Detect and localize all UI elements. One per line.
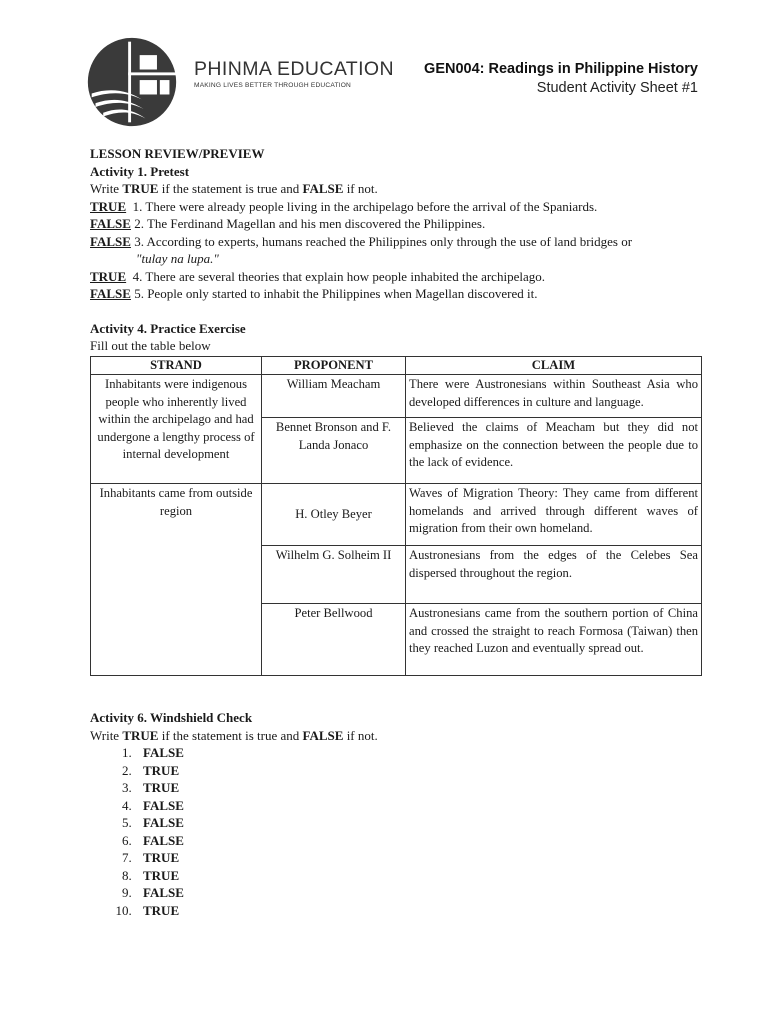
answer-item: 6. FALSE <box>135 832 705 850</box>
activity4-instruction: Fill out the table below <box>90 338 211 353</box>
pretest-answer: FALSE <box>90 216 131 231</box>
proponent-cell: William Meacham <box>262 375 406 418</box>
pretest-item: FALSE 3. According to experts, humans reached the Philippines only through the use of land bridges or <box>90 233 633 249</box>
answer-item: 7. TRUE <box>135 849 705 867</box>
activity6-title: Activity 6. Windshield Check <box>90 710 253 725</box>
answer-item: 1. FALSE <box>135 744 705 762</box>
answer-item: 4. FALSE <box>135 797 705 815</box>
strand-cell: Inhabitants came from outside region <box>91 484 262 676</box>
answer-item: 10. TRUE <box>135 902 705 920</box>
pretest-answer: FALSE <box>90 233 131 249</box>
answer-item: 9. FALSE <box>135 884 705 902</box>
pretest-answer: TRUE <box>90 198 127 214</box>
pretest-item: TRUE 4. There are several theories that explain how people inhabited the archipelago. <box>90 268 545 284</box>
pretest-item: FALSE 2. The Ferdinand Magellan and his men discovered the Philippines. <box>90 216 486 231</box>
phinma-logo-icon <box>84 34 180 130</box>
theories-table <box>90 356 702 677</box>
table-row <box>91 375 702 418</box>
document-title <box>424 60 698 98</box>
proponent-cell: Bennet Bronson and F. Landa Jonaco <box>262 418 406 484</box>
proponent-cell: Peter Bellwood <box>262 604 406 676</box>
answer-item: 2. TRUE <box>135 762 705 780</box>
pretest-item: FALSE 5. People only started to inhabit the Philippines when Magellan discovered it. <box>90 286 538 301</box>
answer-item: 8. TRUE <box>135 867 705 885</box>
table-row <box>91 484 702 546</box>
claim-cell: Austronesians from the edges of the Celebes Sea dispersed throughout the region. <box>406 546 702 604</box>
answer-item: 5. FALSE <box>135 814 705 832</box>
claim-cell: Believed the claims of Meacham but they did not emphasize on the connection between the people due to the lack of evidence. <box>406 418 702 484</box>
proponent-cell: Wilhelm G. Solheim II <box>262 546 406 604</box>
brand-tagline: MAKING LIVES BETTER THROUGH EDUCATION <box>194 82 351 89</box>
document-body <box>90 145 705 919</box>
course-title: GEN004: Readings in Philippine History <box>424 61 698 77</box>
activity1-title: Activity 1. Pretest <box>90 163 190 179</box>
table-header-row <box>91 356 702 375</box>
sheet-title: Student Activity Sheet #1 <box>536 80 698 96</box>
brand-name: PHINMA EDUCATION <box>194 58 394 80</box>
section-heading: LESSON REVIEW/PREVIEW <box>90 146 265 161</box>
claim-cell: Waves of Migration Theory: They came from different homelands and arrived through different waves of migration from their own homeland. <box>406 484 702 546</box>
pretest-answer: TRUE <box>90 268 127 284</box>
pretest-answer: FALSE <box>90 286 131 301</box>
brand <box>194 58 394 89</box>
answer-item: 3. TRUE <box>135 779 705 797</box>
windshield-answers <box>90 744 705 919</box>
activity6-instruction: Write TRUE if the statement is true and FALSE if not. <box>90 727 378 743</box>
strand-cell: Inhabitants were indigenous people who inherently lived within the archipelago and had undergone a lengthy process of internal development <box>91 375 262 484</box>
header-claim: CLAIM <box>406 356 702 375</box>
pretest-item: TRUE 1. There were already people living in the archipelago before the arrival of the Spaniards. <box>90 198 598 214</box>
pretest-item-continuation: "tulay na lupa." <box>136 251 219 266</box>
header-proponent: PROPONENT <box>262 356 406 375</box>
header-strand: STRAND <box>91 356 262 375</box>
proponent-cell: H. Otley Beyer <box>262 484 406 546</box>
claim-cell: Austronesians came from the southern portion of China and crossed the straight to reach Formosa (Taiwan) then they reached Luzon and eventually spread out. <box>406 604 702 676</box>
activity4-title: Activity 4. Practice Exercise <box>90 320 246 336</box>
page-header <box>0 0 768 130</box>
claim-cell: There were Austronesians within Southeast Asia who developed differences in culture and language. <box>406 375 702 418</box>
activity1-instruction: Write TRUE if the statement is true and FALSE if not. <box>90 181 378 196</box>
